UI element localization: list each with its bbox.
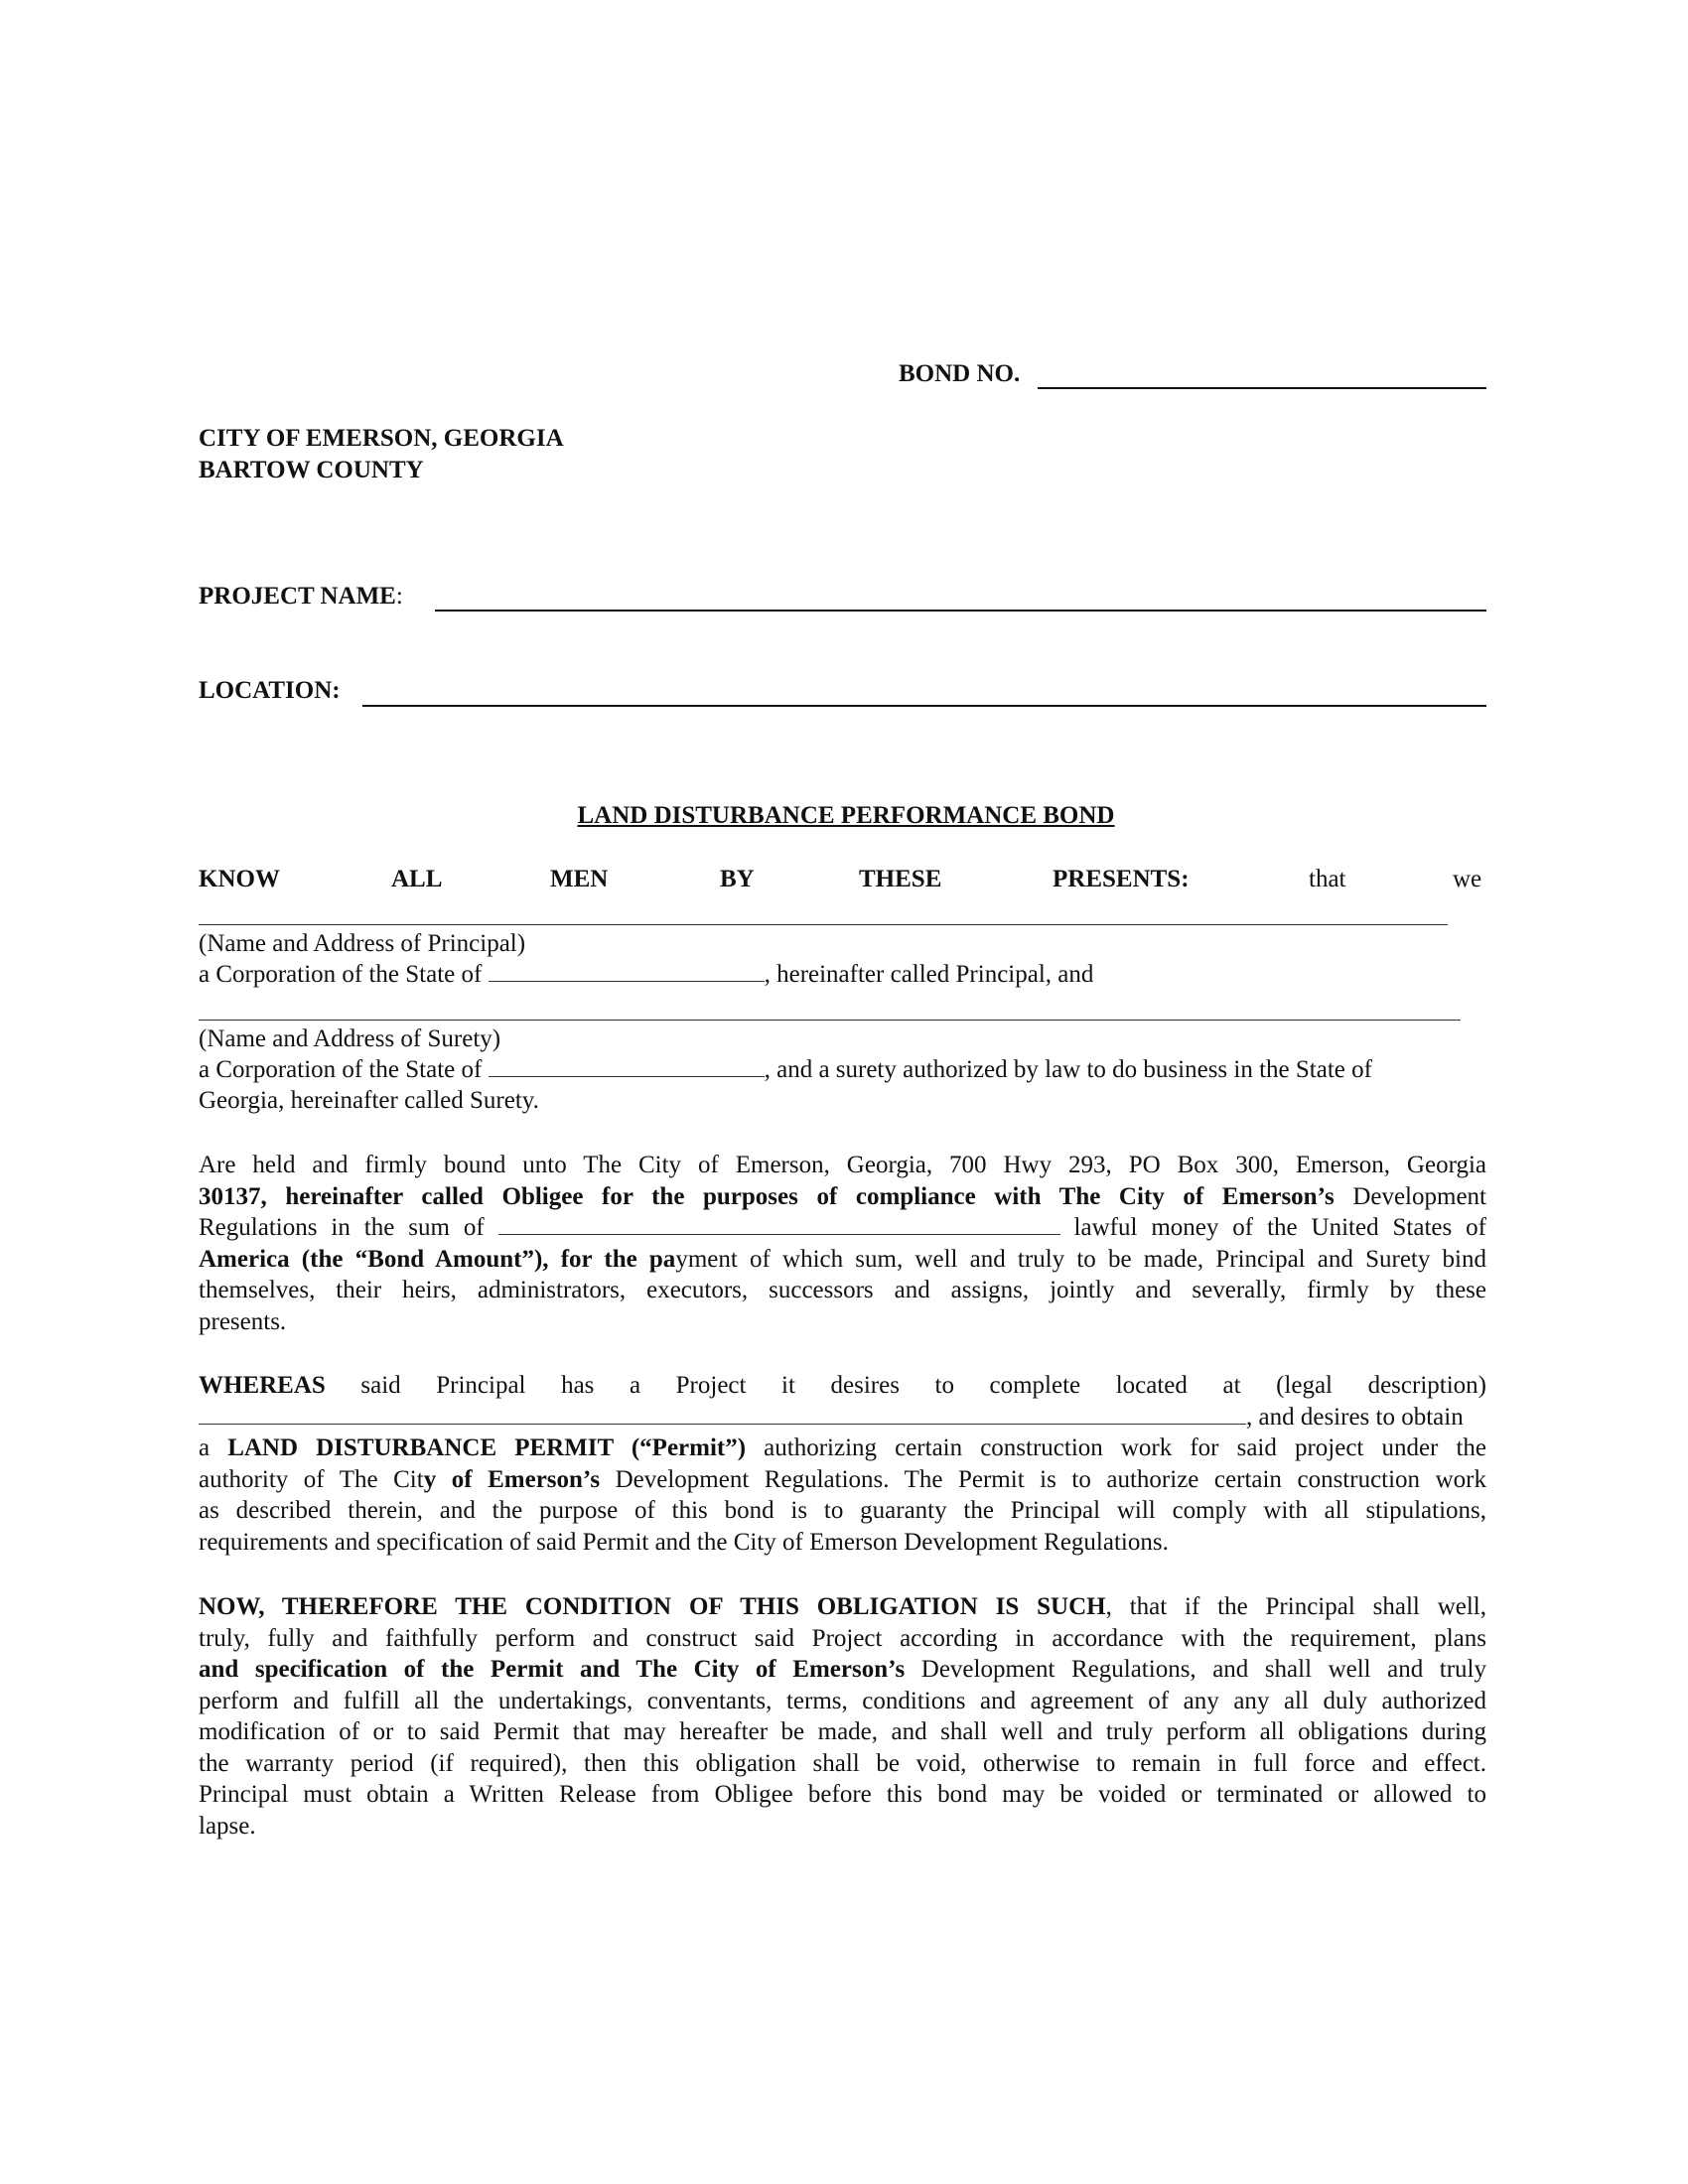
now-line3: [199, 1654, 1486, 1686]
held-line1: Are held and firmly bound unto The City of Emerson, Georgia, 700 Hwy 293, PO Box 300, Emerson, Georgia: [199, 1152, 1486, 1178]
location-label: LOCATION:: [199, 677, 341, 704]
that-word: that: [1309, 866, 1346, 892]
bond-no-blank[interactable]: [1038, 387, 1486, 389]
held-line5: themselves, their heirs, administrators, executors, successors and assigns, jointly and severally, firmly by these: [199, 1277, 1486, 1303]
document-title: LAND DISTURBANCE PERFORMANCE BOND: [577, 802, 1115, 829]
we-word: we: [1453, 866, 1482, 892]
whereas-line2: [199, 1402, 1486, 1433]
whereas-line3-a: a: [199, 1434, 228, 1461]
now-line2: truly, fully and faithfully perform and construct said Project according in accordance with the requirement, plans: [199, 1624, 1486, 1652]
surety-state-line: [199, 1056, 1372, 1084]
whereas-line3-rest: authorizing certain construction work for said project under the: [746, 1434, 1487, 1461]
whereas-line5: as described therein, and the purpose of this bond is to guaranty the Principal will comply with all stipulations,: [199, 1497, 1486, 1524]
surety-state-prefix: a Corporation of the State of: [199, 1056, 483, 1083]
project-name-label-row: [199, 583, 403, 611]
project-name-blank[interactable]: [435, 610, 1486, 612]
now-line5: modification of or to said Permit that may hereafter be made, and shall well and truly perform all obligations during: [199, 1718, 1486, 1745]
now-line6: the warranty period (if required), then this obligation shall be void, otherwise to remain in full force and effect.: [199, 1749, 1486, 1777]
whereas-line1-rest: said Principal has a Project it desires to complete located at (legal description): [360, 1372, 1486, 1399]
whereas-line1: [199, 1370, 1486, 1402]
all-word: ALL: [391, 866, 443, 892]
held-line2-bold: 30137, hereinafter called Obligee for the purposes of compliance with The City of Emerson’s: [199, 1182, 1335, 1210]
whereas-line3: [199, 1433, 1486, 1464]
now-line3-bold: and specification of the Permit and The City of Emerson’s: [199, 1656, 906, 1683]
whereas-line6: requirements and specification of said Permit and the City of Emerson Development Regulations.: [199, 1528, 1169, 1556]
now-therefore-paragraph: [199, 1591, 1486, 1842]
principal-name-blank[interactable]: [199, 924, 1448, 925]
city-name: CITY OF EMERSON, GEORGIA: [199, 425, 564, 452]
by-word: BY: [720, 866, 755, 892]
surety-caption: (Name and Address of Surety): [199, 1025, 501, 1052]
surety-state-suffix: , and a surety authorized by law to do business in the State of: [764, 1056, 1372, 1083]
bond-amount-blank[interactable]: [498, 1214, 1060, 1235]
surety-line2: Georgia, hereinafter called Surety.: [199, 1087, 539, 1114]
whereas-line4-bold: y of Emerson’s: [423, 1465, 601, 1493]
principal-state-line: [199, 961, 1093, 989]
principal-state-suffix: , hereinafter called Principal, and: [764, 961, 1094, 988]
men-word: MEN: [550, 866, 609, 892]
held-line3-suffix: lawful money of the United States of: [1073, 1214, 1486, 1241]
whereas-line3-bold: LAND DISTURBANCE PERMIT (“Permit”): [227, 1434, 747, 1461]
know-word: KNOW: [199, 866, 280, 892]
held-line2: [199, 1181, 1486, 1213]
bond-no-label: BOND NO.: [899, 360, 1021, 387]
held-line3-prefix: Regulations in the sum of: [199, 1214, 485, 1241]
held-line4-rest: yment of which sum, well and truly to be made, Principal and Surety bind: [675, 1245, 1486, 1273]
legal-description-blank[interactable]: [199, 1404, 1246, 1425]
whereas-line4: [199, 1464, 1486, 1496]
now-line8: lapse.: [199, 1812, 256, 1840]
now-line1-rest: , that if the Principal shall well,: [1105, 1593, 1486, 1620]
these-word: THESE: [859, 866, 942, 892]
held-line2-rest: Development: [1352, 1182, 1486, 1210]
whereas-paragraph: [199, 1370, 1486, 1558]
whereas-line2-suffix: , and desires to obtain: [1246, 1403, 1464, 1431]
held-line3: [199, 1212, 1486, 1244]
presents-word: PRESENTS:: [1053, 866, 1190, 892]
county-name: BARTOW COUNTY: [199, 457, 424, 483]
now-line3-rest: Development Regulations, and shall well and truly: [905, 1656, 1486, 1683]
whereas-bold: WHEREAS: [199, 1372, 326, 1399]
held-line4: [199, 1244, 1486, 1276]
now-bold: NOW, THEREFORE THE CONDITION OF THIS OBLIGATION IS SUCH: [199, 1593, 1106, 1620]
project-name-label: PROJECT NAME: [199, 583, 396, 610]
principal-caption: (Name and Address of Principal): [199, 930, 526, 957]
surety-state-blank[interactable]: [489, 1056, 765, 1077]
held-paragraph: [199, 1150, 1486, 1337]
principal-state-prefix: a Corporation of the State of: [199, 961, 483, 988]
principal-state-blank[interactable]: [489, 961, 765, 982]
whereas-line4-rest: Development Regulations. The Permit is to authorize certain construction work: [600, 1465, 1486, 1493]
document-title-row: [0, 802, 1688, 830]
held-line6: presents.: [199, 1307, 287, 1335]
now-line1: [199, 1591, 1486, 1623]
whereas-line4-a: authority of The Cit: [199, 1465, 424, 1493]
held-line4-bold: America (the “Bond Amount”), for the pa: [199, 1245, 676, 1273]
now-line7: Principal must obtain a Written Release from Obligee before this bond may be voided or terminated or allowed to: [199, 1781, 1486, 1808]
location-blank[interactable]: [362, 705, 1486, 707]
project-name-colon: :: [395, 583, 403, 610]
surety-name-blank[interactable]: [199, 1020, 1461, 1021]
now-line4: perform and fulfill all the undertakings, conventants, terms, conditions and agreement of any any all duly authorized: [199, 1687, 1486, 1714]
